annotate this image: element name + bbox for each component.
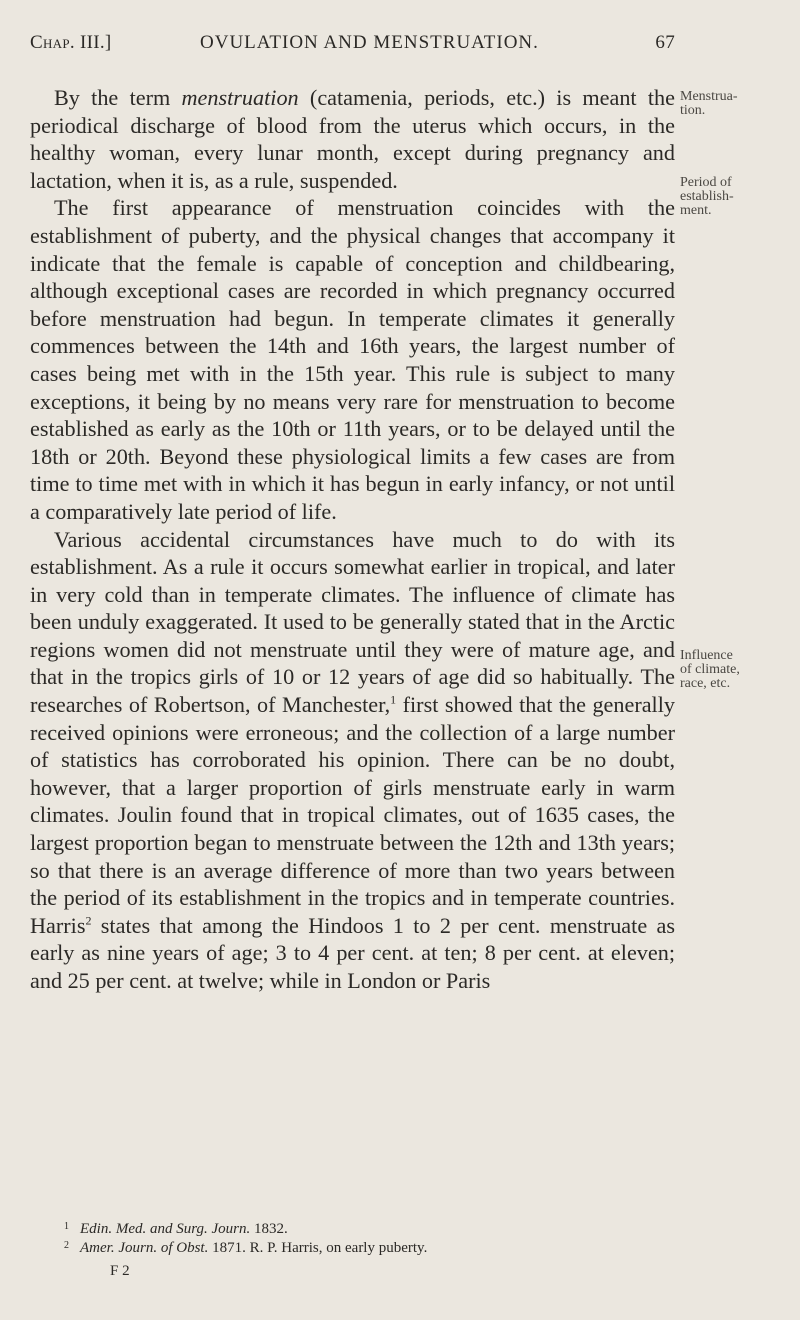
- footnote-text: 1832.: [250, 1221, 288, 1237]
- footnotes: [30, 1220, 675, 1258]
- margin-note-line: Menstrua-: [680, 89, 738, 104]
- margin-note-line: establish-: [680, 189, 734, 204]
- margin-note-line: Influence: [680, 648, 733, 663]
- paragraph-text: states that among the Hindoos 1 to 2 per cent. menstruate as early as nine years of age; 3 to 4 per cent. at ten; 8 per cent. at eleven; and 25 per cent. at twelve; while in London or Paris: [30, 912, 675, 993]
- margin-note-influence: [680, 649, 768, 691]
- paragraph-text: Various accidental circumstances have much to do with its establishment. As a rule it occurs somewhat earlier in tropical, and later in very cold than in temperate climates. The influence of climate has been unduly exaggerated. It used to be generally stated that in the Arctic regions women did not menstruate until they were of mature age, and that in the tropics girls of 10 or 12 years of age did so habitually. The researches of Robertson, of Manchester,: [30, 526, 675, 718]
- paragraph-period-of-establishment: The first appearance of menstruation coincides with the establishment of puberty, and the physical changes that accompany it indicate that the female is capable of conception and childbearing, although exceptional cases are recorded in which pregnancy occurred before menstruation had begun. In temperate climates it generally commences between the 14th and 16th years, the largest number of cases being met with in the 15th year. This rule is subject to many exceptions, it being by no means very rare for menstruation to become established as early as the 10th or 11th years, or to be delayed until the 18th or 20th. Beyond these physiological limits a few cases are from time to time met with in which it has begun in early infancy, or not until a comparatively late period of life.: [30, 195, 675, 524]
- footnote-source: Amer. Journ. of Obst.: [80, 1240, 209, 1256]
- footnote: [30, 1239, 675, 1258]
- footnote-text: 1871. R. P. Harris, on early puberty.: [208, 1240, 428, 1256]
- footnote-ref[interactable]: 1: [390, 692, 397, 707]
- margin-note-line: Period of: [680, 175, 732, 190]
- margin-note-line: race, etc.: [680, 676, 731, 691]
- margin-note-period: [680, 176, 768, 218]
- body-text: [30, 84, 675, 995]
- footnote: [30, 1220, 675, 1239]
- footnote-ref[interactable]: 2: [85, 913, 92, 928]
- paragraph-menstruation-definition: [30, 84, 675, 194]
- chapter-title: OVULATION AND MENSTRUATION.: [200, 32, 539, 53]
- signature-text: F 2: [110, 1263, 130, 1279]
- page-number: 67: [655, 32, 675, 53]
- emphasized-term: menstruation: [181, 85, 299, 110]
- margin-note-line: tion.: [680, 103, 706, 118]
- margin-note-line: of climate,: [680, 662, 740, 677]
- margin-note-line: ment.: [680, 203, 712, 218]
- paragraph-text: first showed that the generally received opinions were erroneous; and the collection of a large number of statistics has corroborated his opinion. There can be no doubt, however, that a larger proportion of girls menstruate early in warm climates. Joulin found that in tropical climates, out of 1635 cases, the largest proportion began to menstruate between the 12th and 13th years; so that there is an average difference of more than two years between the period of its establishment in the tropics and in temperate countries. Harris: [30, 692, 675, 938]
- paragraph-text: By the term: [54, 85, 182, 110]
- margin-note-menstruation: [680, 90, 768, 118]
- footnote-mark: 2: [64, 1240, 69, 1251]
- paragraph-text: (catamenia, periods, etc.) is meant the periodical discharge of blood from the uterus which occurs, in the healthy woman, every lunar month, except during pregnancy and lactation, when it is, as a rule, suspended.: [30, 85, 675, 193]
- chapter-label: Chap. III.]: [30, 32, 112, 53]
- footnote-source: Edin. Med. and Surg. Journ.: [80, 1221, 251, 1237]
- paragraph-influence-of-climate: [30, 526, 675, 995]
- footnote-mark: 1: [64, 1221, 69, 1232]
